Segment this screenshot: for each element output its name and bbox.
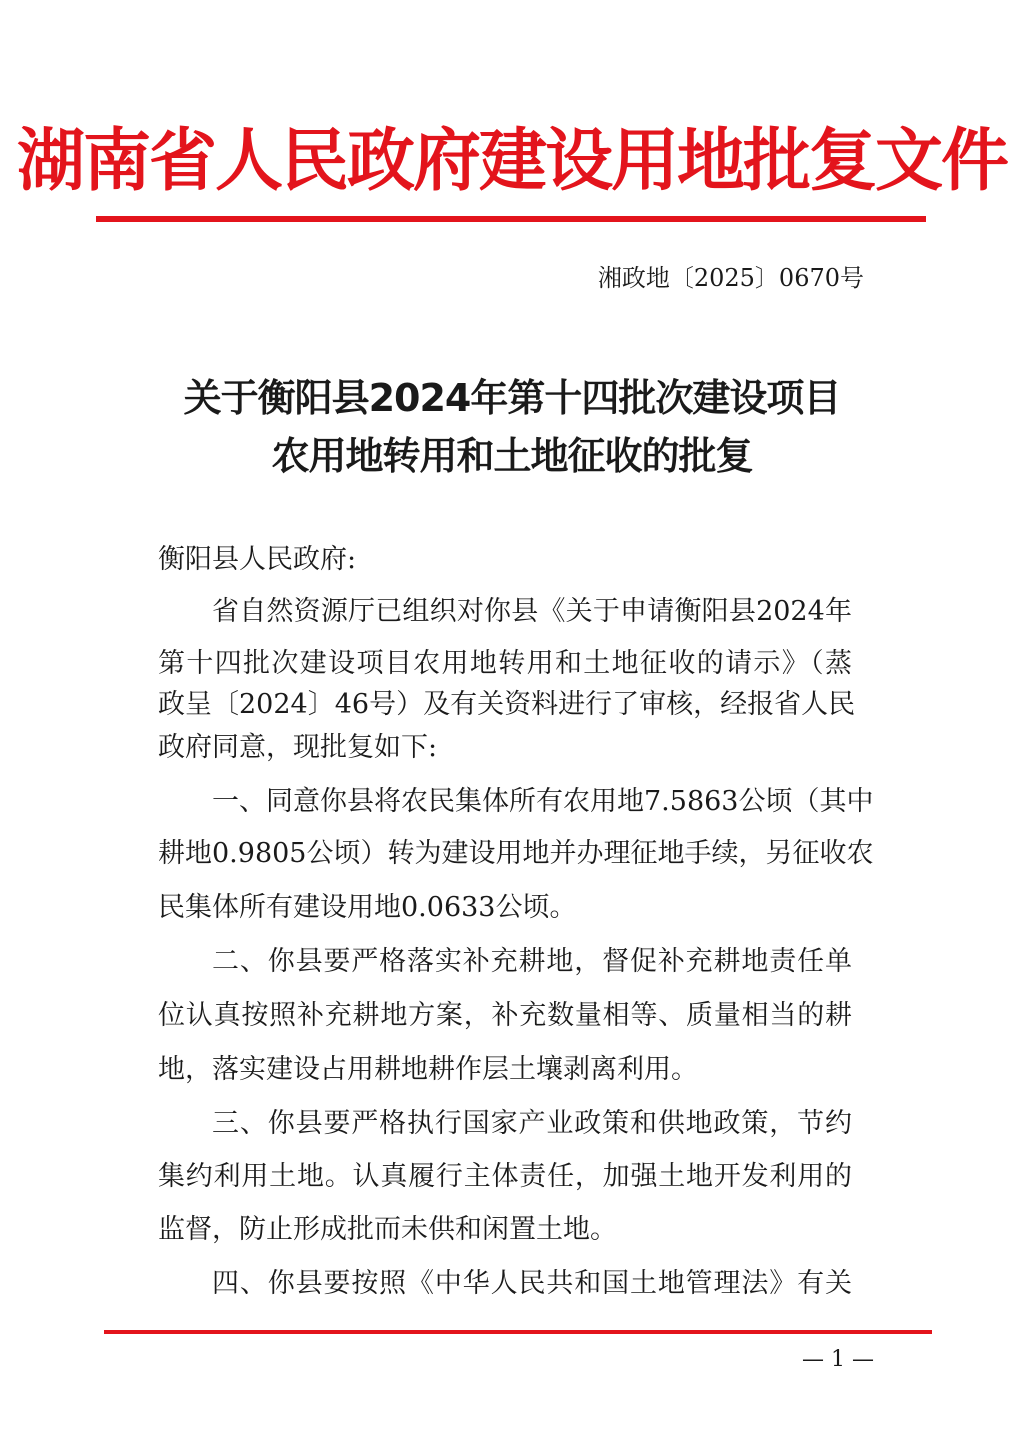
body-line: 地，落实建设占用耕地耕作层土壤剥离利用。 [158, 1054, 698, 1085]
document-number: 湘政地〔2025〕0670号 [597, 264, 864, 292]
body-line: 二、你县要严格落实补充耕地，督促补充耕地责任单 [212, 946, 852, 977]
body-line: 监督，防止形成批而未供和闲置土地。 [158, 1214, 617, 1245]
body-line: 民集体所有建设用地0.0633公顷。 [158, 892, 577, 923]
body-line: 省自然资源厅已组织对你县《关于申请衡阳县2024年 [212, 596, 852, 627]
body-line: 政呈〔2024〕46号）及有关资料进行了审核，经报省人民 [158, 689, 856, 720]
footer-rule [104, 1330, 932, 1334]
letterhead-title: 湖南省人民政府建设用地批复文件 [16, 122, 1007, 201]
document-title-line-2: 农用地转用和土地征收的批复 [271, 434, 753, 478]
page-number: — 1 — [802, 1347, 874, 1372]
addressee: 衡阳县人民政府: [158, 544, 357, 575]
body-line: 位认真按照补充耕地方案，补充数量相等、质量相当的耕 [158, 1000, 852, 1031]
body-line: 四、你县要按照《中华人民共和国土地管理法》有关 [212, 1268, 852, 1299]
body-line: 集约利用土地。认真履行主体责任，加强土地开发利用的 [158, 1161, 852, 1192]
body-line: 耕地0.9805公顷）转为建设用地并办理征地手续，另征收农 [158, 838, 874, 869]
body-line: 一、同意你县将农民集体所有农用地7.5863公顷（其中 [212, 786, 874, 817]
body-line: 第十四批次建设项目农用地转用和土地征收的请示》（蒸 [158, 648, 852, 679]
letterhead-rule [96, 216, 926, 222]
body-line: 政府同意，现批复如下: [158, 732, 438, 763]
document-title-line-1: 关于衡阳县2024年第十四批次建设项目 [183, 376, 841, 420]
body-line: 三、你县要严格执行国家产业政策和供地政策，节约 [212, 1108, 852, 1139]
